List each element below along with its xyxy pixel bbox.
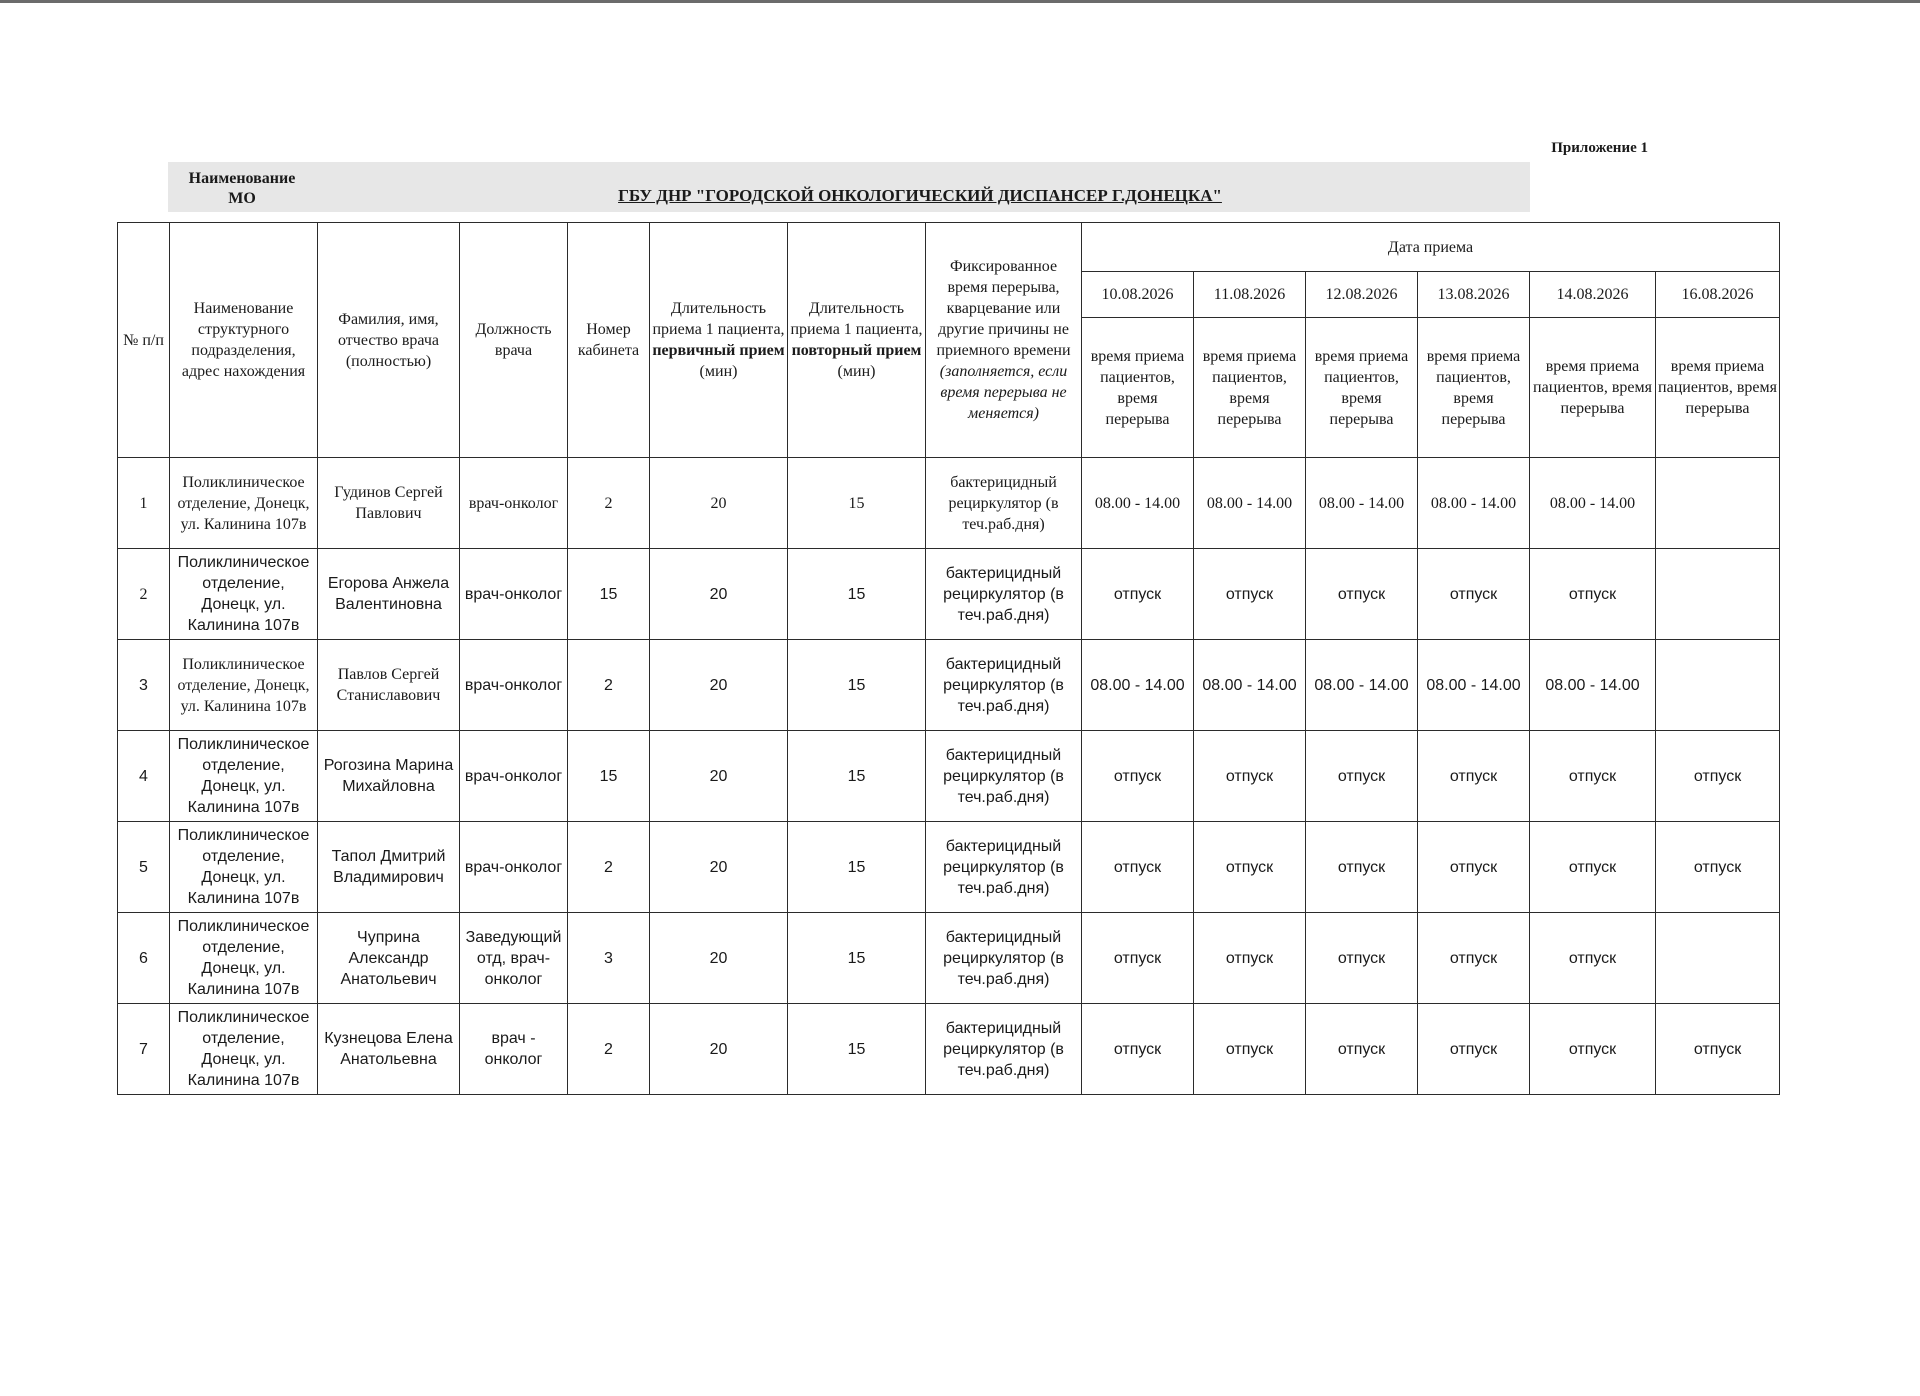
cell-day: 08.00 - 14.00 <box>1082 640 1194 731</box>
cell-room: 2 <box>568 1004 650 1095</box>
col-header-repeat <box>788 223 926 458</box>
date-header: 16.08.2026 <box>1656 272 1780 318</box>
repeat-prefix: Длительность приема 1 пациента, <box>790 300 923 338</box>
primary-suffix: (мин) <box>699 363 738 380</box>
table-row <box>118 822 1780 913</box>
mo-label-line2: МО <box>228 190 256 207</box>
day-subheader: время приема пациентов, время перерыва <box>1082 318 1194 458</box>
day-subheader: время приема пациентов, время перерыва <box>1194 318 1306 458</box>
cell-num: 2 <box>118 549 170 640</box>
date-header: 13.08.2026 <box>1418 272 1530 318</box>
table-row <box>118 458 1780 549</box>
cell-primary: 20 <box>650 640 788 731</box>
cell-day: отпуск <box>1418 913 1530 1004</box>
cell-department: Поликлиническое отделение, Донецк, ул. Калинина 107в <box>170 1004 318 1095</box>
cell-day: отпуск <box>1082 731 1194 822</box>
cell-num: 6 <box>118 913 170 1004</box>
cell-day: отпуск <box>1082 549 1194 640</box>
cell-department: Поликлиническое отделение, Донецк, ул. Калинина 107в <box>170 731 318 822</box>
col-header-num: № п/п <box>118 223 170 458</box>
table-row <box>118 913 1780 1004</box>
cell-day: отпуск <box>1306 731 1418 822</box>
cell-day: отпуск <box>1656 1004 1780 1095</box>
cell-position: врач-онколог <box>460 640 568 731</box>
table-row <box>118 731 1780 822</box>
day-subheader: время приема пациентов, время перерыва <box>1656 318 1780 458</box>
cell-num: 4 <box>118 731 170 822</box>
cell-break: бактерицидный рециркулятор (в теч.раб.дня) <box>926 458 1082 549</box>
repeat-suffix: (мин) <box>837 363 876 380</box>
cell-position: врач-онколог <box>460 549 568 640</box>
col-header-doctor: Фамилия, имя, отчество врача (полностью) <box>318 223 460 458</box>
col-header-date-group: Дата приема <box>1082 223 1780 272</box>
scan-edge <box>0 0 1920 3</box>
cell-day: отпуск <box>1306 1004 1418 1095</box>
cell-day <box>1656 549 1780 640</box>
cell-day: отпуск <box>1530 731 1656 822</box>
cell-room: 3 <box>568 913 650 1004</box>
cell-day: отпуск <box>1194 1004 1306 1095</box>
cell-primary: 20 <box>650 549 788 640</box>
cell-repeat: 15 <box>788 731 926 822</box>
cell-day: отпуск <box>1194 549 1306 640</box>
cell-day: отпуск <box>1656 822 1780 913</box>
cell-room: 2 <box>568 822 650 913</box>
cell-num: 3 <box>118 640 170 731</box>
cell-break: бактерицидный рециркулятор (в теч.раб.дня) <box>926 913 1082 1004</box>
cell-repeat: 15 <box>788 549 926 640</box>
day-subheader: время приема пациентов, время перерыва <box>1306 318 1418 458</box>
cell-room: 2 <box>568 458 650 549</box>
cell-day: 08.00 - 14.00 <box>1306 458 1418 549</box>
date-header: 12.08.2026 <box>1306 272 1418 318</box>
mo-label <box>182 169 302 209</box>
cell-day: отпуск <box>1194 913 1306 1004</box>
cell-primary: 20 <box>650 1004 788 1095</box>
cell-day: отпуск <box>1530 1004 1656 1095</box>
col-header-break <box>926 223 1082 458</box>
mo-name: ГБУ ДНР "ГОРОДСКОЙ ОНКОЛОГИЧЕСКИЙ ДИСПАНСЕР Г.ДОНЕЦКА" <box>618 186 1222 205</box>
cell-day: 08.00 - 14.00 <box>1530 640 1656 731</box>
cell-day: отпуск <box>1194 731 1306 822</box>
break-italic: (заполняется, если время перерыва не меняется) <box>939 363 1068 422</box>
cell-room: 15 <box>568 549 650 640</box>
cell-break: бактерицидный рециркулятор (в теч.раб.дня) <box>926 822 1082 913</box>
cell-day: 08.00 - 14.00 <box>1306 640 1418 731</box>
cell-break: бактерицидный рециркулятор (в теч.раб.дня) <box>926 1004 1082 1095</box>
cell-day: отпуск <box>1530 822 1656 913</box>
cell-day: отпуск <box>1418 731 1530 822</box>
cell-doctor: Рогозина Марина Михайловна <box>318 731 460 822</box>
cell-day: отпуск <box>1656 731 1780 822</box>
cell-repeat: 15 <box>788 1004 926 1095</box>
cell-num: 7 <box>118 1004 170 1095</box>
break-main: Фиксированное время перерыва, кварцевание или другие причины не приемного времени <box>936 258 1071 359</box>
table-row <box>118 549 1780 640</box>
cell-doctor: Егорова Анжела Валентиновна <box>318 549 460 640</box>
cell-doctor: Кузнецова Елена Анатольевна <box>318 1004 460 1095</box>
cell-break: бактерицидный рециркулятор (в теч.раб.дня) <box>926 640 1082 731</box>
cell-repeat: 15 <box>788 458 926 549</box>
table-row <box>118 1004 1780 1095</box>
cell-position: врач-онколог <box>460 458 568 549</box>
day-subheader: время приема пациентов, время перерыва <box>1530 318 1656 458</box>
cell-day: отпуск <box>1082 913 1194 1004</box>
cell-day: отпуск <box>1530 913 1656 1004</box>
col-header-room: Номер кабинета <box>568 223 650 458</box>
cell-day <box>1656 913 1780 1004</box>
cell-department: Поликлиническое отделение, Донецк, ул. Калинина 107в <box>170 822 318 913</box>
cell-day: 08.00 - 14.00 <box>1418 640 1530 731</box>
date-header: 10.08.2026 <box>1082 272 1194 318</box>
repeat-bold: повторный прием <box>791 342 922 359</box>
cell-day <box>1656 458 1780 549</box>
cell-break: бактерицидный рециркулятор (в теч.раб.дня) <box>926 549 1082 640</box>
cell-department: Поликлиническое отделение, Донецк, ул. Калинина 107в <box>170 458 318 549</box>
cell-break: бактерицидный рециркулятор (в теч.раб.дня) <box>926 731 1082 822</box>
primary-bold: первичный прием <box>652 342 785 359</box>
cell-day: отпуск <box>1194 822 1306 913</box>
cell-doctor: Павлов Сергей Станиславович <box>318 640 460 731</box>
cell-day: 08.00 - 14.00 <box>1194 640 1306 731</box>
cell-position: врач-онколог <box>460 731 568 822</box>
cell-repeat: 15 <box>788 822 926 913</box>
primary-prefix: Длительность приема 1 пациента, <box>652 300 785 338</box>
cell-day: 08.00 - 14.00 <box>1194 458 1306 549</box>
col-header-position: Должность врача <box>460 223 568 458</box>
cell-primary: 20 <box>650 458 788 549</box>
cell-doctor: Чуприна Александр Анатольевич <box>318 913 460 1004</box>
cell-day: 08.00 - 14.00 <box>1418 458 1530 549</box>
cell-num: 1 <box>118 458 170 549</box>
date-header: 14.08.2026 <box>1530 272 1656 318</box>
cell-day: отпуск <box>1530 549 1656 640</box>
mo-label-line1: Наименование <box>188 170 296 187</box>
cell-day: отпуск <box>1082 822 1194 913</box>
cell-num: 5 <box>118 822 170 913</box>
table-row <box>118 640 1780 731</box>
cell-department: Поликлиническое отделение, Донецк, ул. Калинина 107в <box>170 913 318 1004</box>
cell-doctor: Гудинов Сергей Павлович <box>318 458 460 549</box>
cell-primary: 20 <box>650 731 788 822</box>
col-header-department: Наименование структурного подразделения, адрес нахождения <box>170 223 318 458</box>
cell-room: 15 <box>568 731 650 822</box>
cell-day: отпуск <box>1418 822 1530 913</box>
col-header-primary <box>650 223 788 458</box>
appendix-label: Приложение 1 <box>1551 140 1648 156</box>
cell-repeat: 15 <box>788 640 926 731</box>
cell-department: Поликлиническое отделение, Донецк, ул. Калинина 107в <box>170 549 318 640</box>
schedule-table <box>117 222 1780 1095</box>
cell-day: отпуск <box>1418 1004 1530 1095</box>
cell-position: Заведующий отд, врач-онколог <box>460 913 568 1004</box>
cell-day: отпуск <box>1082 1004 1194 1095</box>
date-header: 11.08.2026 <box>1194 272 1306 318</box>
cell-day: 08.00 - 14.00 <box>1082 458 1194 549</box>
cell-doctor: Тапол Дмитрий Владимирович <box>318 822 460 913</box>
cell-day: отпуск <box>1306 822 1418 913</box>
cell-day: 08.00 - 14.00 <box>1530 458 1656 549</box>
cell-repeat: 15 <box>788 913 926 1004</box>
cell-day: отпуск <box>1306 913 1418 1004</box>
day-subheader: время приема пациентов, время перерыва <box>1418 318 1530 458</box>
cell-day: отпуск <box>1418 549 1530 640</box>
cell-day <box>1656 640 1780 731</box>
cell-primary: 20 <box>650 822 788 913</box>
cell-day: отпуск <box>1306 549 1418 640</box>
cell-position: врач - онколог <box>460 1004 568 1095</box>
schedule-body <box>118 458 1780 1095</box>
cell-position: врач-онколог <box>460 822 568 913</box>
cell-department: Поликлиническое отделение, Донецк, ул. Калинина 107в <box>170 640 318 731</box>
cell-primary: 20 <box>650 913 788 1004</box>
cell-room: 2 <box>568 640 650 731</box>
